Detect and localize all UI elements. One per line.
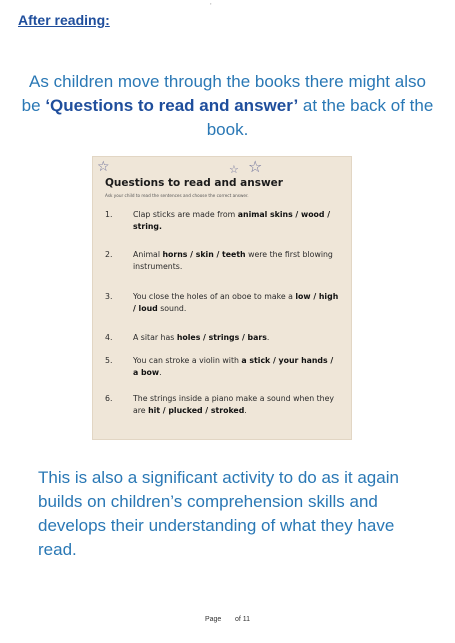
page-total: of 11 [234,616,251,623]
question-text-end: . [244,405,247,415]
questions-instructions: Ask your child to read the sentences and choose the correct answer. [105,193,249,198]
question-options: horns / skin / teeth [162,250,246,259]
page-footer [0,616,455,623]
question-number: 2. [105,250,113,259]
question-options: holes / strings / bars [176,333,267,342]
question-number: 5. [105,356,113,365]
question-item [105,332,341,344]
question-number: 4. [105,333,113,342]
star-outline-icon: ☆ [248,157,263,176]
intro-bold-phrase: ‘Questions to read and answer’ [45,96,299,115]
intro-text-1: As children move through the books there might also be [21,72,426,115]
page-mark: , [210,0,212,6]
question-item [105,291,341,314]
question-item [105,249,341,272]
question-options: animal skins / wood / string. [133,210,331,231]
question-text: The strings inside a piano make a sound when they are [133,394,335,415]
question-text: A sitar has [133,333,177,342]
book-page-photo [92,156,352,440]
page-label: Page [204,616,222,623]
question-text: You close the holes of an oboe to make a [133,292,296,301]
question-text: You can stroke a violin with [133,356,242,365]
question-item [105,355,341,378]
question-item [105,209,341,232]
question-number: 1. [105,210,113,219]
question-item [105,393,341,416]
question-options: low / high / loud [133,292,339,313]
star-outline-icon: ☆ [97,159,110,175]
question-options: a stick / your hands / a bow [133,356,334,377]
question-number: 6. [105,394,113,403]
question-text: Animal [133,250,163,259]
question-text-end: . [159,367,162,377]
question-text-end: were the first blowing instruments. [133,250,333,271]
question-text-end: . [266,333,270,342]
intro-text-2: at the back of the book. [206,96,434,139]
star-outline-icon: ☆ [229,163,239,176]
intro-paragraph [20,70,435,142]
questions-title: Questions to read and answer [105,177,283,189]
closing-paragraph: This is also a significant activity to do as it again builds on children’s comprehension skills and develops their understanding of what they have read. [38,468,399,559]
question-text: Clap sticks are made from [133,210,238,219]
question-text-end: sound. [157,303,187,313]
question-options: hit / plucked / stroked [148,405,245,415]
section-heading: After reading: [18,12,110,28]
question-number: 3. [105,292,113,301]
